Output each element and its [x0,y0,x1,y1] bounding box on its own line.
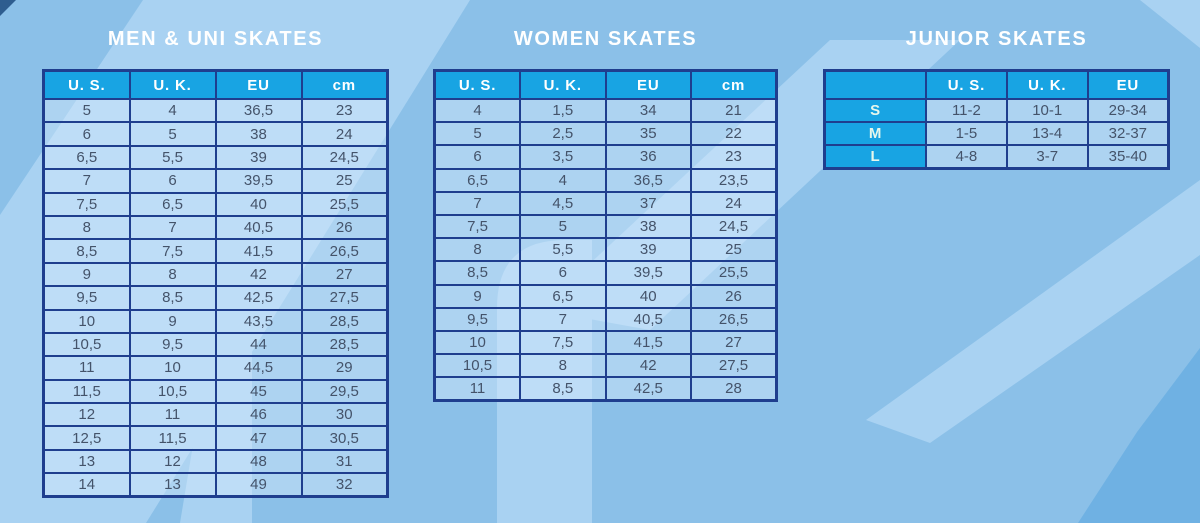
size-cell: 8 [520,354,606,377]
table-row [44,216,388,239]
size-cell: 27 [691,331,777,354]
size-cell: 32 [302,473,388,496]
size-cell: 4 [435,99,521,122]
size-cell: 9 [435,285,521,308]
size-cell: 7,5 [44,193,130,216]
size-cell: 26 [691,285,777,308]
size-cell: 7,5 [520,331,606,354]
size-cell: 6,5 [44,146,130,169]
size-cell: 36 [606,145,692,168]
column-header: EU [216,71,302,100]
size-cell: 25,5 [691,261,777,284]
size-cell: 6,5 [520,285,606,308]
column-header: EU [606,71,692,100]
size-cell: 40,5 [606,308,692,331]
size-cell: 5,5 [130,146,216,169]
size-cell: 8,5 [44,239,130,262]
junior-skates-title: JUNIOR SKATES [905,28,1088,50]
table-row [435,215,777,238]
size-cell: 10,5 [435,354,521,377]
table-row [44,146,388,169]
table-row [435,145,777,168]
size-cell: 9 [130,310,216,333]
table-row [825,122,1169,145]
column-header: EU [1088,71,1169,100]
table-row [44,426,388,449]
table-row [44,286,388,309]
table-row [435,308,777,331]
size-cell: 10 [130,356,216,379]
size-cell: 40,5 [216,216,302,239]
size-cell: 7,5 [130,239,216,262]
size-cell: 25 [302,169,388,192]
table-row [435,354,777,377]
row-label: S [825,99,927,122]
size-cell: 6 [130,169,216,192]
size-cell: 27 [302,263,388,286]
size-cell: 31 [302,450,388,473]
size-cell: 25 [691,238,777,261]
size-cell: 8,5 [435,261,521,284]
column-header: U. S. [926,71,1007,100]
size-cell: 47 [216,426,302,449]
size-cell: 38 [606,215,692,238]
size-cell: 44 [216,333,302,356]
size-cell: 8 [130,263,216,286]
junior-skates-section [823,26,1170,170]
size-cell: 5 [520,215,606,238]
size-cell: 10 [44,310,130,333]
size-cell: 45 [216,380,302,403]
size-cell: 22 [691,122,777,145]
size-cell: 28,5 [302,333,388,356]
size-cell: 11 [130,403,216,426]
table-row [435,238,777,261]
size-cell: 28,5 [302,310,388,333]
size-cell: 27,5 [302,286,388,309]
size-cell: 49 [216,473,302,496]
table-row [44,380,388,403]
size-cell: 23,5 [691,169,777,192]
size-cell: 13 [130,473,216,496]
table-row [44,239,388,262]
table-row [435,192,777,215]
size-cell: 21 [691,99,777,122]
size-cell: 7 [520,308,606,331]
size-cell: 6 [435,145,521,168]
size-cell: 8,5 [520,377,606,400]
header-row [825,71,1169,100]
table-row [44,122,388,145]
size-cell: 35 [606,122,692,145]
table-row [44,263,388,286]
size-cell: 6 [520,261,606,284]
size-cell: 24 [691,192,777,215]
size-cell: 9,5 [435,308,521,331]
men-uni-skates-section [42,26,389,498]
men-uni-skates-table [42,69,389,498]
size-cell: 24,5 [691,215,777,238]
column-header: U. K. [520,71,606,100]
table-row [44,310,388,333]
table-row [435,169,777,192]
size-cell: 26,5 [302,239,388,262]
table-row [44,169,388,192]
table-row [435,122,777,145]
size-cell: 9,5 [44,286,130,309]
size-cell: 23 [691,145,777,168]
size-cell: 6 [44,122,130,145]
size-cell: 4-8 [926,145,1007,168]
column-header: cm [302,71,388,100]
size-cell: 14 [44,473,130,496]
size-cell: 10,5 [44,333,130,356]
size-cell: 8 [435,238,521,261]
size-cell: 46 [216,403,302,426]
size-cell: 27,5 [691,354,777,377]
table-row [44,450,388,473]
size-cell: 1,5 [520,99,606,122]
table-row [44,193,388,216]
size-cell: 40 [606,285,692,308]
size-cell: 7 [130,216,216,239]
size-cell: 7 [44,169,130,192]
table-row [825,145,1169,168]
size-cell: 32-37 [1088,122,1169,145]
size-cell: 7 [435,192,521,215]
size-cell: 42 [216,263,302,286]
size-cell: 26,5 [691,308,777,331]
size-cell: 11 [44,356,130,379]
size-cell: 9,5 [130,333,216,356]
size-cell: 24,5 [302,146,388,169]
size-cell: 6,5 [130,193,216,216]
size-cell: 3,5 [520,145,606,168]
size-cell: 39 [606,238,692,261]
header-row [435,71,777,100]
size-cell: 6,5 [435,169,521,192]
table-row [44,333,388,356]
size-cell: 5 [44,99,130,122]
column-header: U. S. [435,71,521,100]
size-cell: 28 [691,377,777,400]
size-cell: 39,5 [606,261,692,284]
size-cell: 36,5 [216,99,302,122]
size-cell: 10-1 [1007,99,1088,122]
size-cell: 44,5 [216,356,302,379]
size-cell: 4,5 [520,192,606,215]
size-cell: 8 [44,216,130,239]
size-cell: 9 [44,263,130,286]
women-skates-title: WOMEN SKATES [513,28,698,50]
table-row [44,473,388,496]
size-cell: 40 [216,193,302,216]
table-row [435,285,777,308]
table-row [825,99,1169,122]
size-cell: 11 [435,377,521,400]
size-cell: 34 [606,99,692,122]
size-cell: 29-34 [1088,99,1169,122]
table-row [44,403,388,426]
size-cell: 48 [216,450,302,473]
size-cell: 35-40 [1088,145,1169,168]
row-label: M [825,122,927,145]
row-label: L [825,145,927,168]
column-header: U. S. [44,71,130,100]
table-row [435,261,777,284]
size-cell: 29,5 [302,380,388,403]
size-cell: 42,5 [606,377,692,400]
size-cell: 43,5 [216,310,302,333]
header-row [44,71,388,100]
size-cell: 11-2 [926,99,1007,122]
table-row [44,99,388,122]
size-cell: 42 [606,354,692,377]
size-cell: 13-4 [1007,122,1088,145]
size-cell: 25,5 [302,193,388,216]
size-cell: 11,5 [44,380,130,403]
size-cell: 11,5 [130,426,216,449]
size-cell: 1-5 [926,122,1007,145]
size-cell: 39,5 [216,169,302,192]
column-header: U. K. [1007,71,1088,100]
size-cell: 3-7 [1007,145,1088,168]
size-cell: 39 [216,146,302,169]
size-cell: 4 [520,169,606,192]
size-cell: 10 [435,331,521,354]
column-header: cm [691,71,777,100]
size-cell: 37 [606,192,692,215]
size-cell: 12 [130,450,216,473]
size-cell: 12,5 [44,426,130,449]
size-cell: 26 [302,216,388,239]
size-cell: 41,5 [606,331,692,354]
women-skates-table [433,69,778,402]
table-row [44,356,388,379]
size-cell: 2,5 [520,122,606,145]
size-cell: 23 [302,99,388,122]
junior-skates-table [823,69,1170,170]
size-cell: 7,5 [435,215,521,238]
size-cell: 36,5 [606,169,692,192]
column-header: U. K. [130,71,216,100]
size-cell: 42,5 [216,286,302,309]
size-cell: 38 [216,122,302,145]
table-row [435,377,777,400]
size-cell: 12 [44,403,130,426]
men-uni-skates-title: MEN & UNI SKATES [107,28,324,50]
size-cell: 30,5 [302,426,388,449]
size-cell: 41,5 [216,239,302,262]
size-cell: 29 [302,356,388,379]
table-row [435,99,777,122]
size-cell: 5 [435,122,521,145]
table-row [435,331,777,354]
size-cell: 4 [130,99,216,122]
corner-cell [825,71,927,100]
size-cell: 10,5 [130,380,216,403]
size-cell: 5,5 [520,238,606,261]
women-skates-section [433,26,778,402]
size-cell: 5 [130,122,216,145]
size-cell: 24 [302,122,388,145]
size-cell: 13 [44,450,130,473]
size-cell: 30 [302,403,388,426]
size-cell: 8,5 [130,286,216,309]
